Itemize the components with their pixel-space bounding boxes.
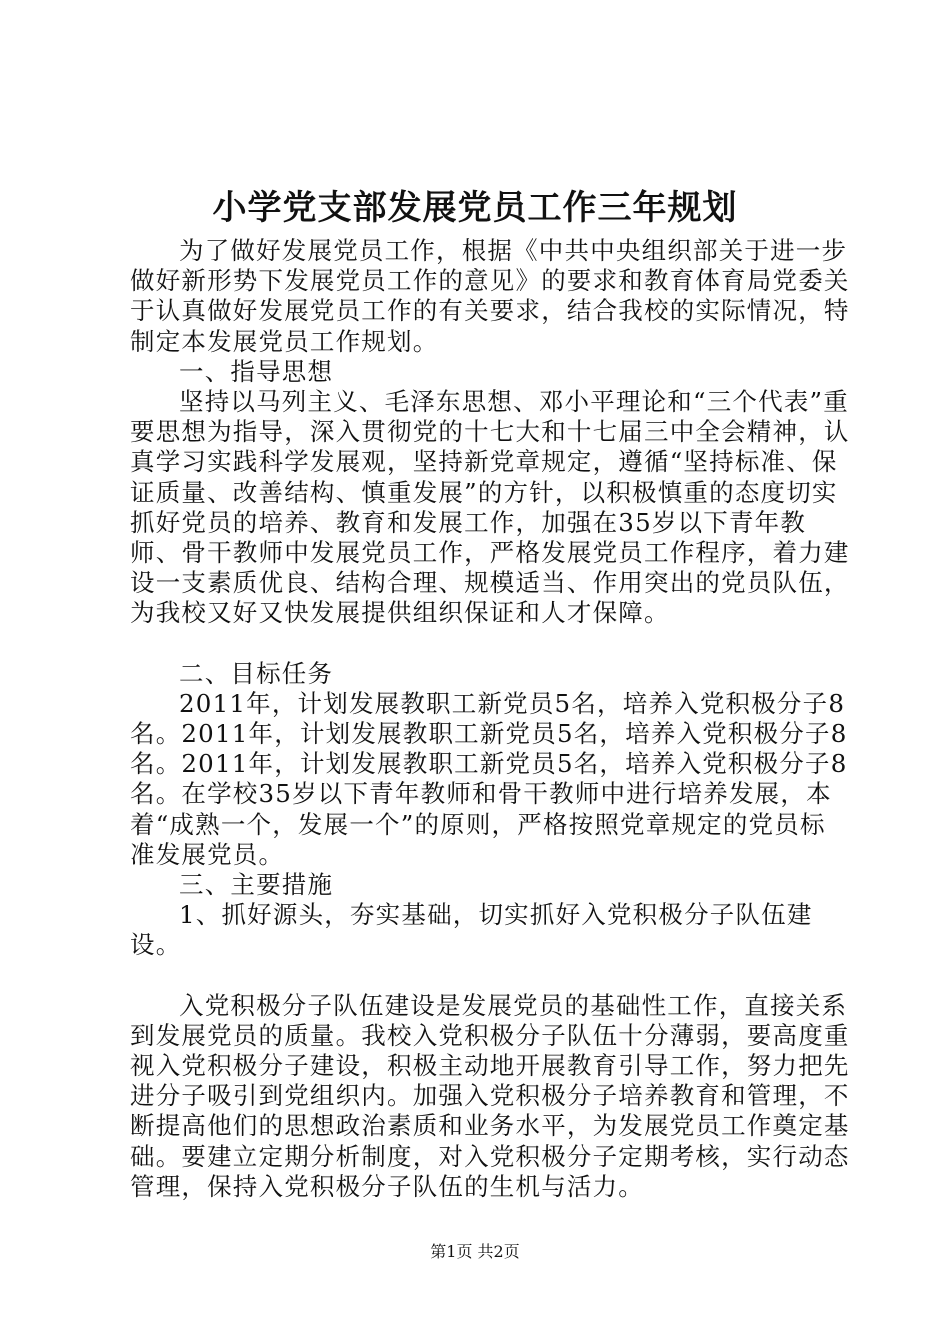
document-title: 小学党支部发展党员工作三年规划: [212, 188, 738, 228]
document-body: [130, 236, 850, 1202]
page-footer: 第1页 共2页: [430, 1242, 520, 1261]
paragraph-gap: [130, 961, 850, 991]
section-heading-guiding-thought: 一、指导思想: [179, 356, 334, 386]
measure-1-heading: 1、抓好源头，夯实基础，切实抓好入党积极分子队伍建设。: [130, 900, 813, 960]
goals-paragraph: 2011年，计划发展教职工新党员5名，培养入党积极分子8名。2011年，计划发展教职工新党员5名，培养入党积极分子8名。2011年，计划发展教职工新党员5名，培养入党积极分子8名。在学校35岁以下青年教师和骨干教师中进行培养发展，本着“成熟一个，发展一个”的原则，严格按照党章规定的党员标准发展党员。: [130, 688, 848, 869]
intro-paragraph: 为了做好发展党员工作，根据《中共中央组织部关于进一步做好新形势下发展党员工作的意见》的要求和教育体育局党委关于认真做好发展党员工作的有关要求，结合我校的实际情况，特制定本发展党员工作规划。: [130, 236, 850, 356]
measure-1-paragraph: 入党积极分子队伍建设是发展党员的基础性工作，直接关系到发展党员的质量。我校入党积极分子队伍十分薄弱，要高度重视入党积极分子建设，积极主动地开展教育引导工作，努力把先进分子吸引到党组织内。加强入党积极分子培养教育和管理，不断提高他们的思想政治素质和业务水平，为发展党员工作奠定基础。要建立定期分析制度，对入党积极分子定期考核，实行动态管理，保持入党积极分子队伍的生机与活力。: [130, 990, 850, 1201]
paragraph-gap: [130, 629, 850, 659]
section-heading-measures: 三、主要措施: [179, 870, 334, 900]
guiding-thought-paragraph: 坚持以马列主义、毛泽东思想、邓小平理论和“三个代表”重要思想为指导，深入贯彻党的十七大和十七届三中全会精神，认真学习实践科学发展观，坚持新党章规定，遵循“坚持标准、保证质量、改善结构、慎重发展”的方针，以积极慎重的态度切实抓好党员的培养、教育和发展工作，加强在35岁以下青年教师、骨干教师中发展党员工作，严格发展党员工作程序，着力建设一支素质优良、结构合理、规模适当、作用突出的党员队伍，为我校又好又快发展提供组织保证和人才保障。: [130, 387, 850, 628]
section-heading-goals: 二、目标任务: [179, 658, 334, 688]
